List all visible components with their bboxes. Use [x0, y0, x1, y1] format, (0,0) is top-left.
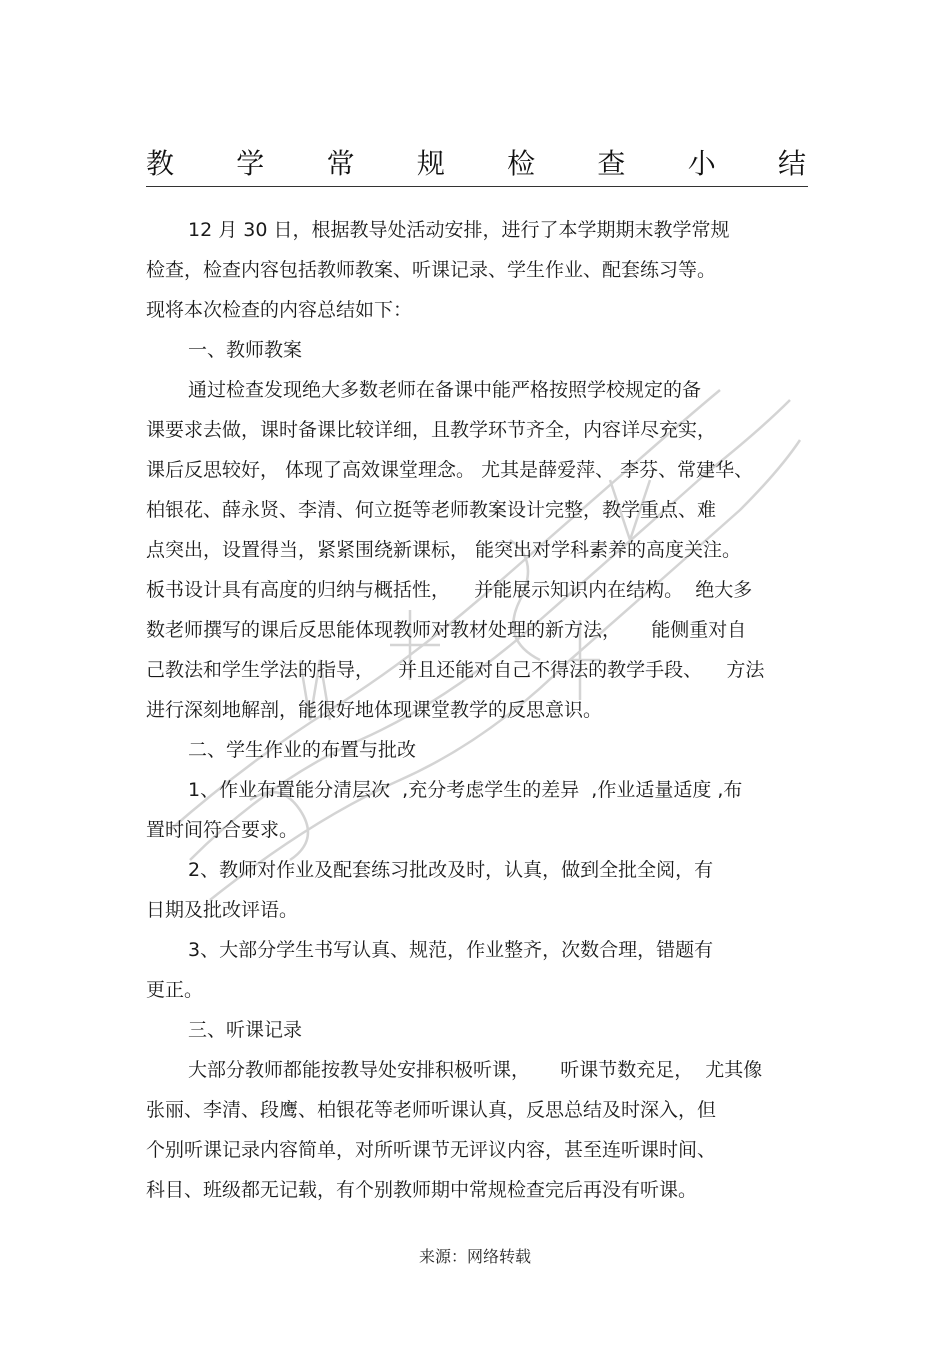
body-line: 更正。: [146, 979, 204, 1001]
body-line: 张丽、李清、段鹰、柏银花等老师听课认真，反思总结及时深入，但: [146, 1099, 717, 1121]
title-char: 检: [507, 147, 536, 180]
body-line: 课要求去做，课时备课比较详细，且教学环节齐全，内容详尽充实，: [146, 419, 717, 441]
body-line: 大部分教师都能按教导处安排积极听课， 听课节数充足， 尤其像: [188, 1059, 763, 1081]
body-line: 己教法和学生学法的指导， 并且还能对自己不得法的教学手段、 方法: [146, 659, 765, 681]
title-char: 结: [777, 147, 806, 180]
body-line: 日期及批改评语。: [146, 899, 299, 921]
section-heading: 二、学生作业的布置与批改: [188, 739, 417, 761]
body-line: 检查，检查内容包括教师教案、听课记录、学生作业、配套练习等。: [146, 259, 717, 281]
body-line: 12 月 30 日，根据教导处活动安排，进行了本学期期末教学常规: [188, 219, 730, 241]
body-line: 柏银花、薛永贤、李清、何立挺等老师教案设计完整，教学重点、难: [146, 499, 717, 521]
title-char: 查: [597, 147, 626, 180]
title-char: 常: [326, 147, 355, 180]
body-line: 板书设计具有高度的归纳与概括性， 并能展示知识内在结构。 绝大多: [146, 579, 753, 601]
source-footer: 来源：网络转载: [418, 1247, 531, 1266]
body-line: 课后反思较好， 体现了高效课堂理念。 尤其是薛爱萍、 李芬、常建华、: [146, 459, 754, 481]
title-char: 学: [236, 147, 265, 180]
body-line: 个别听课记录内容简单，对所听课节无评议内容，甚至连听课时间、: [146, 1139, 717, 1161]
body-line: 进行深刻地解剖，能很好地体现课堂教学的反思意识。: [146, 699, 603, 721]
body-line: 科目、班级都无记载，有个别教师期中常规检查完后再没有听课。: [146, 1179, 698, 1201]
title-char: 规: [416, 147, 445, 180]
body-line: 点突出，设置得当，紧紧围绕新课标， 能突出对学科素养的高度关注。: [146, 539, 742, 561]
body-line: 3、大部分学生书写认真、规范，作业整齐，次数合理，错题有: [188, 939, 714, 961]
body-line: 现将本次检查的内容总结如下：: [146, 299, 413, 321]
section-heading: 一、教师教案: [188, 339, 303, 361]
section-heading: 三、听课记录: [188, 1019, 303, 1041]
document-title: [146, 138, 806, 186]
body-line: 1、作业布置能分清层次 ,充分考虑学生的差异 ,作业适量适度 ,布: [188, 779, 743, 801]
body-line: 置时间符合要求。: [146, 819, 299, 841]
title-char: 小: [687, 147, 716, 180]
title-underline: [146, 186, 808, 187]
title-char: 教: [146, 147, 175, 180]
body-line: 2、教师对作业及配套练习批改及时，认真，做到全批全阅，有: [188, 859, 714, 881]
body-line: 数老师撰写的课后反思能体现教师对教材处理的新方法， 能侧重对自: [146, 619, 747, 641]
body-line: 通过检查发现绝大多数老师在备课中能严格按照学校规定的备: [188, 379, 702, 401]
